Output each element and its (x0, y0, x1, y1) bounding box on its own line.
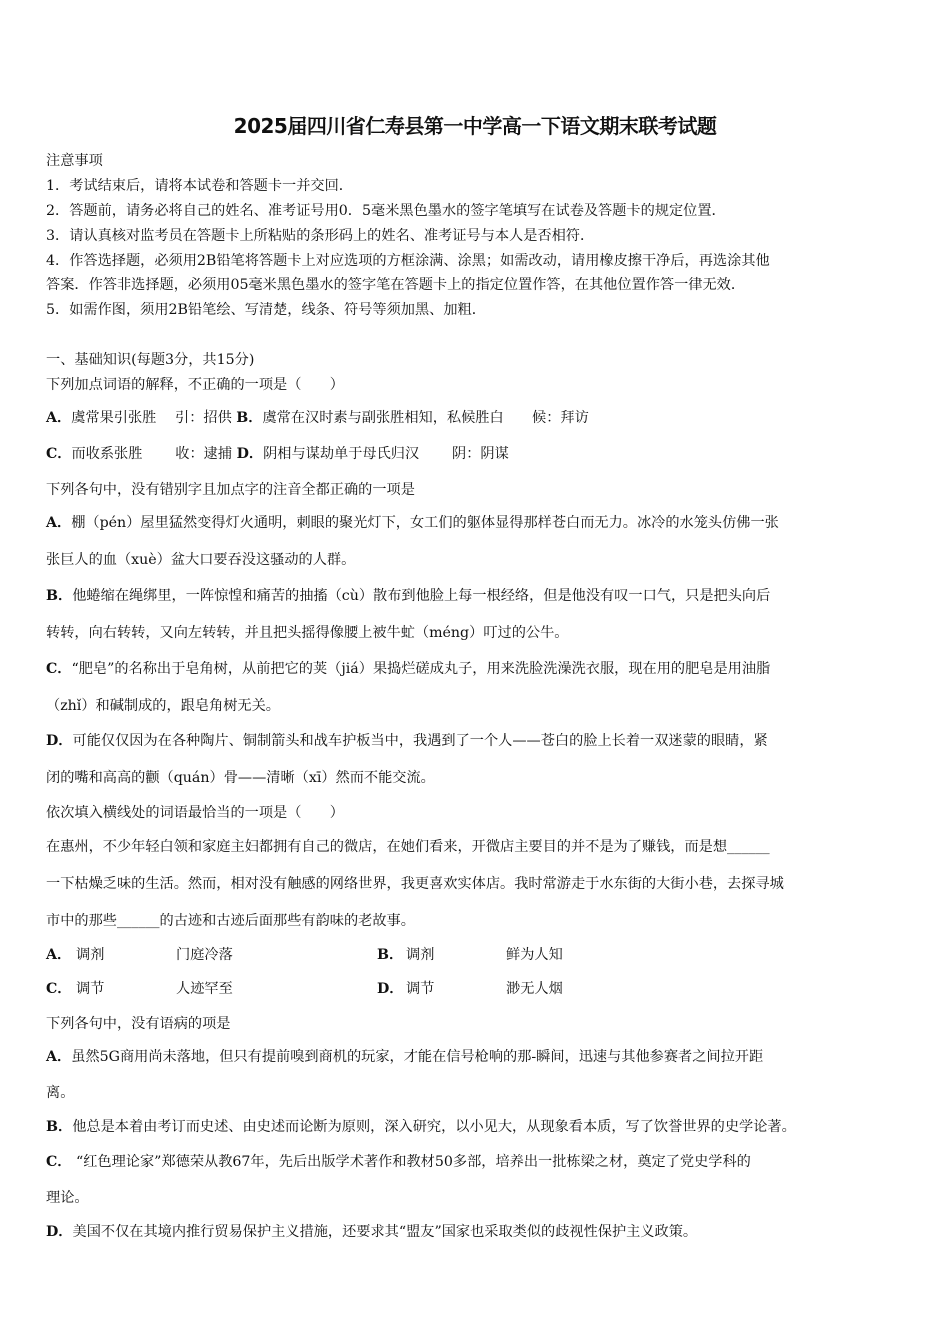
notice-item-5: 5．如需作图，须用2B铅笔绘、写清楚，线条、符号等须加黑、加粗． (46, 302, 486, 318)
q4-option-a-cont: 离。 (46, 1085, 75, 1101)
q3-option-a-label: A． (46, 947, 72, 963)
q2-option-b-cont: 转转，向右转转，又向左转转，并且把头摇得像腰上被牛虻（méng）叮过的公牛。 (46, 625, 569, 641)
q3-passage-line-2: 一下枯燥乏味的生活。然而，相对没有触感的网络世界，我更喜欢实体店。我时常游走于水东街的大街小巷，去探寻城 (46, 876, 784, 892)
q1-option-d: 阴相与谋劫单于母氏归汉 阴：阴谋 (263, 446, 509, 462)
q2-stem: 下列各句中，没有错别字且加点字的注音全都正确的一项是 (46, 482, 415, 498)
q3-option-b-label: B． (377, 947, 404, 963)
q2-option-c-label: C． (46, 661, 72, 677)
q2-option-c-cont: （zhǐ）和碱制成的，跟皂角树无关。 (46, 698, 280, 714)
q3-option-d-word-1: 调节 (406, 981, 435, 997)
q1-stem: 下列加点词语的解释，不正确的一项是（ ） (46, 377, 344, 393)
q1-option-b-label: B． (236, 410, 263, 426)
q1-option-a-label: A． (46, 410, 72, 426)
q4-option-d-label: D． (46, 1224, 73, 1240)
q2-option-d-label: D． (46, 733, 73, 749)
notice-item-4: 4．作答选择题，必须用2B铅笔将答题卡上对应选项的方框涂满、涂黑；如需改动，请用橡皮擦干净后，再选涂其他 (46, 253, 770, 269)
q3-option-c-word-1: 调节 (76, 981, 105, 997)
q2-option-a-label: A． (46, 515, 72, 531)
q3-passage-line-1: 在惠州，不少年轻白领和家庭主妇都拥有自己的微店，在她们看来，开微店主要目的并不是为了赚钱，而是想______ (46, 839, 770, 855)
q4-option-b-text: 他总是本着由考订而史述、由史述而论断为原则，深入研究，以小见大，从现象看本质，写了饮誉世界的史学论著。 (72, 1119, 796, 1135)
q4-option-c-label: C． (46, 1154, 72, 1170)
q4-option-a (46, 1047, 763, 1067)
q4-stem: 下列各句中，没有语病的项是 (46, 1016, 231, 1032)
q3-option-d-label: D． (377, 981, 404, 997)
q3-passage-line-3: 市中的那些______的古迹和古迹后面那些有韵味的老故事。 (46, 913, 415, 929)
q3-option-b-word-2: 鲜为人知 (506, 947, 563, 963)
notice-item-4-cont: 答案．作答非选择题，必须用05毫米黑色墨水的签字笔在答题卡上的指定位置作答，在其他位置作答一律无效． (46, 277, 746, 293)
q2-option-a-cont: 张巨人的血（xuè）盆大口要吞没这骚动的人群。 (46, 552, 356, 568)
q3-option-b-word-1: 调剂 (406, 947, 435, 963)
q4-option-c-text: “红色理论家”郑德荣从教67年，先后出版学术著作和教材50多部，培养出一批栋梁之材，奠定了党史学科的 (71, 1154, 751, 1170)
q4-option-a-label: A． (46, 1049, 72, 1065)
q2-option-d (46, 731, 768, 751)
q4-option-c (46, 1152, 751, 1172)
notice-heading: 注意事项 (46, 153, 103, 169)
q1-option-b: 虞常在汉时素与副张胜相知，私候胜白 候：拜访 (262, 410, 589, 426)
notice-item-1: 1．考试结束后，请将本试卷和答题卡一并交回． (46, 178, 353, 194)
section-heading: 一、基础知识(每题3分，共15分) (46, 352, 255, 368)
q1-options-line-2 (46, 444, 509, 464)
q3-option-a-word-1: 调剂 (76, 947, 105, 963)
q2-option-c-text: “肥皂”的名称出于皂角树，从前把它的荚（jiá）果捣烂磋成丸子，用来洗脸洗澡洗衣服，现在用的肥皂是用油脂 (71, 661, 771, 677)
q3-option-c-label: C． (46, 981, 72, 997)
q4-option-b-label: B． (46, 1119, 73, 1135)
q4-option-d (46, 1222, 697, 1242)
q4-option-a-text: 虽然5G商用尚未落地，但只有提前嗅到商机的玩家，才能在信号枪响的那-瞬间，迅速与其他参赛者之间拉开距 (71, 1049, 764, 1065)
q3-option-d-word-2: 渺无人烟 (506, 981, 563, 997)
q2-option-d-cont: 闭的嘴和高高的颧（quán）骨——清晰（xī）然而不能交流。 (46, 770, 435, 786)
q4-option-d-text: 美国不仅在其境内推行贸易保护主义措施，还要求其“盟友”国家也采取类似的歧视性保护主义政策。 (72, 1224, 698, 1240)
q3-option-c-word-2: 人迹罕至 (176, 981, 233, 997)
q1-option-d-label: D． (236, 446, 264, 462)
q1-option-a: 虞常果引张胜 引：招供 (71, 410, 232, 426)
page-title: 2025届四川省仁寿县第一中学高一下语文期末联考试题 (233, 114, 717, 138)
q2-option-b-label: B． (46, 588, 73, 604)
notice-item-3: 3．请认真核对监考员在答题卡上所粘贴的条形码上的姓名、准考证号与本人是否相符． (46, 228, 595, 244)
q2-option-a-text: 棚（pén）屋里猛然变得灯火通明，刺眼的聚光灯下，女工们的躯体显得那样苍白而无力。冰冷的水笼头仿佛一张 (71, 515, 779, 531)
q3-option-a-word-2: 门庭冷落 (176, 947, 233, 963)
q1-option-c: 而收系张胜 收：逮捕 (71, 446, 233, 462)
q3-stem: 依次填入横线处的词语最恰当的一项是（ ） (46, 805, 344, 821)
q2-option-c (46, 659, 770, 679)
q2-option-b-text: 他蜷缩在绳绑里，一阵惊惶和痛苦的抽搐（cù）散布到他脸上每一根经络，但是他没有叹一口气，只是把头向后 (72, 588, 771, 604)
q1-option-c-label: C． (46, 446, 72, 462)
q2-option-d-text: 可能仅仅因为在各种陶片、铜制箭头和战车护板当中，我遇到了一个人——苍白的脸上长着一双迷蒙的眼睛，紧 (72, 733, 768, 749)
q4-option-c-cont: 理论。 (46, 1190, 89, 1206)
notice-item-2: 2．答题前，请务必将自己的姓名、准考证号用0．5毫米黑色墨水的签字笔填写在试卷及答题卡的规定位置． (46, 203, 726, 219)
q2-option-a (46, 513, 779, 533)
q4-option-b (46, 1117, 796, 1137)
q2-option-b (46, 586, 770, 606)
q1-options-line-1 (46, 408, 589, 428)
